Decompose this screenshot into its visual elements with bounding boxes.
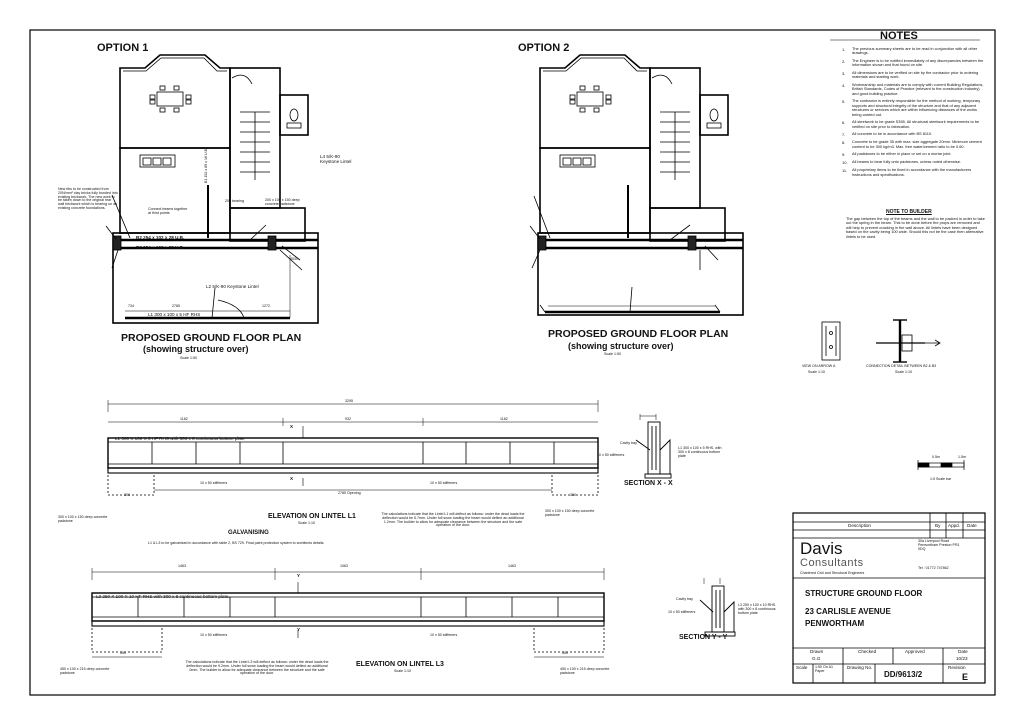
lintel-l3-label: L3 250 X 100 X 10 HF RHS with 300 x 8 continuous bottom plate.	[96, 594, 230, 599]
option2-plan-subtitle: (showing structure over)	[568, 341, 674, 351]
lintel-l3-calc-note: The calculations indicate that the Lintel L3 will deflect as follows: under the dead loads the deflection would be 9.2mm. Under full snow loading the beam would deflect an additional 0mm. The builder to allow for adequate clearance between the structure and the safe operation of the door.	[185, 660, 329, 676]
lintel-l1-calc-note: The calculations indicate that the Lintel L1 will deflect as follows: under the dead loads the deflection would be 5.7mm. Under full snow loading the beam would deflect an additional 1.2mm. The builder to allow for adequate clearance between the structure and the safe operation of the door.	[381, 512, 525, 528]
option1-connect-beams-note: Connect beams together at third points	[148, 207, 188, 215]
option1-dim-1272: 1272	[262, 304, 270, 308]
option1-l2-label: L2 5/K-90 Keystone Lintel	[206, 284, 259, 289]
option1-heading: OPTION 1	[97, 42, 149, 54]
option2-heading: OPTION 2	[518, 42, 570, 54]
notes-list	[842, 47, 987, 180]
note-text: Concrete to be grade 35 with max. size aggregate 20mm. Minimum cement content to be 300 kg/m3. Max. free water/cement ratio to be 0.60.	[852, 139, 982, 149]
lintel-l1-dim-opening: 2785 Opening	[338, 491, 361, 495]
option1-bearing-note: 200 bearing	[225, 199, 244, 203]
galvanising-heading: GALVANISING	[228, 530, 269, 536]
lintel-l3-section-mark-top: Y	[297, 573, 301, 578]
note-text: All beams to bear fully onto padstones, unless noted otherwise.	[852, 159, 962, 165]
option2-floor-plan	[530, 55, 743, 315]
section-y-title: SECTION Y - Y	[679, 634, 728, 641]
tb-col-appd: Appd.	[948, 523, 961, 528]
section-x-note: L1 300 x 100 x 5 RHS. with 300 x 8 continuous bottom plate	[678, 446, 722, 458]
lintel-l3-padstone-right: 450 x 100 x 215 deep concrete padstone	[560, 667, 610, 675]
option1-b3-label: B3 254 x 102 x 28 U.B.	[136, 245, 185, 250]
connection-detail-scale: Scale 1:10	[895, 370, 912, 374]
tb-col-by: By	[935, 523, 941, 528]
tb-date-label: Date	[958, 649, 968, 654]
tb-checked-label: Checked	[858, 649, 877, 654]
lintel-l1-section-mark-top: X	[290, 424, 294, 429]
tb-drawing-title: STRUCTURE GROUND FLOOR	[805, 589, 923, 598]
note-text: The Engineer is to be notified immediately of any discrepancies between the information shown and that found on site.	[852, 57, 984, 68]
option1-dim-2785: 2785	[172, 304, 180, 308]
lintel-l3-section-mark-bottom: Y	[297, 627, 301, 632]
scale-bar	[918, 460, 964, 470]
tb-address-line1: 23 CARLISLE AVENUE	[805, 607, 891, 616]
note-text: All steelwork to be grade S355. All structural steelwork requirements to be verified on site prior to fabrication.	[852, 119, 980, 129]
option1-floor-plan	[106, 55, 318, 323]
lintel-l3-stiffeners-left: 10 x 50 stiffeners	[200, 633, 228, 637]
galvanising-text: L1 & L3 to be galvanised in accordance with table 2, BS 729. Final paint protection system to architects details.	[148, 541, 325, 545]
lintel-l1-dim-left: 1182	[180, 417, 188, 421]
section-y-cavity-tray: Cavity tray	[676, 597, 693, 601]
note-text: The contractor is entirely responsible for the method of working, temporary supports and structural integrity of the structure and that of any adjacent structures or services which are within influencing distances of the works being carried out.	[852, 98, 981, 117]
connection-details	[822, 320, 940, 362]
note-text: Workmanship and materials are to comply with current Building Regulations, British Standards, Codes of Practice (relevant to the construction industry) and good building practice.	[852, 81, 984, 96]
option1-padstone-note: 200 x 100 x 150 deep concrete padstone	[265, 198, 300, 206]
lintel-l1-section-mark-bottom: X	[290, 476, 294, 481]
scale-bar-mark-0: 0.5m	[932, 455, 940, 459]
section-y-y	[700, 578, 735, 636]
lintel-l3-dim-bearing-right: 450	[562, 651, 568, 655]
note-item	[842, 99, 987, 117]
note-item	[842, 120, 987, 129]
note-number: 4.	[842, 82, 846, 88]
option1-dim-734: 734	[128, 304, 134, 308]
tb-col-date: Date	[967, 523, 977, 528]
note-number: 2.	[842, 58, 846, 64]
view-on-arrow-scale: Scale 1:10	[808, 370, 825, 374]
lintel-l1-dim-bearing-left: 300	[124, 493, 130, 497]
section-x-x	[636, 414, 671, 478]
option2-plan-title: PROPOSED GROUND FLOOR PLAN	[548, 328, 729, 340]
section-y-stiffeners: 10 x 50 stiffeners	[668, 610, 696, 614]
section-x-stiffeners: 10 x 50 stiffeners	[597, 453, 625, 457]
section-x-title: SECTION X - X	[624, 480, 673, 487]
tb-tel: Tel : 01772 747862	[918, 566, 949, 570]
tb-address: 30a Liverpool Road Penwortham Preston PR1 0DQ	[918, 539, 960, 551]
lintel-l3-padstone-left: 450 x 100 x 215 deep concrete padstone	[60, 667, 110, 675]
lintel-l3-dim-mid: 1063	[340, 564, 348, 568]
option1-plan-title: PROPOSED GROUND FLOOR PLAN	[121, 332, 302, 344]
note-number: 7.	[842, 132, 846, 138]
tb-col-description: Description	[848, 523, 871, 528]
note-text: All concrete to be in accordance with BS 8110.	[852, 131, 933, 137]
lintel-l1-dim-right: 1182	[500, 417, 508, 421]
option1-dim-4530: 4530	[290, 257, 298, 261]
option1-scale: Scale 1:50	[180, 356, 197, 360]
tb-drawing-no-label: Drawing No.	[847, 665, 873, 670]
lintel-l1-scale: Scale 1:10	[298, 521, 315, 525]
note-item	[842, 47, 987, 56]
note-item	[842, 71, 987, 80]
tb-scale-label: Scale	[796, 665, 808, 670]
lintel-l3-dim-bearing-left: 450	[120, 651, 126, 655]
tb-company-sub: Consultants	[800, 557, 864, 569]
connection-detail-label: CONNECTION DETAIL BETWEEN B2 & B3	[866, 364, 937, 368]
scale-bar-label: 1:5 Scale bar	[930, 477, 952, 481]
note-item	[842, 132, 987, 137]
note-item	[842, 59, 987, 68]
scale-bar-mark-1: 1.5m	[958, 455, 966, 459]
lintel-l1-padstone-right: 300 x 100 x 150 deep concrete padstone	[545, 509, 595, 517]
note-number: 10.	[842, 160, 848, 166]
tb-drawn-label: Drawn	[810, 649, 824, 654]
note-number: 5.	[842, 99, 846, 105]
option1-l4-label: L4 5/K-90 Keystone Lintel	[320, 154, 352, 164]
tb-address-line2: PENWORTHAM	[805, 619, 865, 628]
option1-plan-subtitle: (showing structure over)	[143, 344, 249, 354]
section-y-note: L3 250 x 100 x 10 RHS. with 300 x 8 continuous bottom plate	[738, 603, 777, 615]
lintel-l3-scale: Scale 1:10	[394, 669, 411, 673]
option1-new-ribs-note: New ribs to be constructed from 20N/mm² clay bricks fully bonded into existing brickwork. The new work to be taken down to the original rear wall brickwork which is bearing on an existing concrete foundations.	[58, 187, 118, 210]
lintel-l1-dim-bearing-right: 300	[570, 493, 576, 497]
builder-note-heading: NOTE TO BUILDER	[886, 209, 932, 215]
lintel-l1-elevation	[108, 400, 598, 495]
tb-company-name: Davis	[800, 539, 843, 558]
note-number: 1.	[842, 47, 846, 52]
note-number: 9.	[842, 152, 846, 158]
lintel-l1-padstone-left: 300 x 100 x 150 deep concrete padstone	[58, 515, 108, 523]
note-item	[842, 140, 987, 149]
notes-heading: NOTES	[880, 30, 918, 42]
tb-drawing-no: DD/9613/2	[884, 670, 923, 679]
lintel-l1-dim-overall: 3295	[345, 399, 353, 403]
note-number: 8.	[842, 140, 846, 146]
lintel-l3-stiffeners-right: 10 x 50 stiffeners	[430, 633, 458, 637]
lintel-l1-stiffeners-right: 10 x 50 stiffeners	[430, 481, 458, 485]
lintel-l1-title: ELEVATION ON LINTEL L1	[268, 513, 356, 520]
option1-b1-label: B1 152 x 89 x 16 U.B.	[204, 148, 208, 183]
note-text: The previous summary sheets are to be read in conjunction with all other drawings.	[852, 46, 978, 56]
note-number: 6.	[842, 120, 846, 126]
tb-drawn-value: G.G	[812, 656, 821, 661]
note-item	[842, 168, 987, 177]
lintel-l1-stiffeners-left: 10 x 50 stiffeners	[200, 481, 228, 485]
tb-date-value: 10/23	[956, 656, 968, 661]
tb-revision: E	[962, 672, 969, 682]
builder-note-text: The gap between the top of the beams and the wall to be packed in order to take out the spring in the beam. This to be done before the props are removed and will help to prevent cracking in the wall above. All lintels have been designed based on the cavity being 100 wide. Should this not be the case then alternative lintels to be used.	[846, 216, 985, 239]
note-number: 3.	[842, 70, 846, 76]
option1-b2-label: B2 254 x 102 x 28 U.B.	[136, 235, 185, 240]
lintel-l1-label: L1 300 X 100 X 5 HF RHS with 300 x 8 continuous bottom plate	[115, 436, 245, 441]
tb-approved-label: Approved	[905, 649, 925, 654]
tb-company-tag: Chartered Civil and Structural Engineers	[800, 571, 865, 575]
note-item	[842, 83, 987, 96]
note-item	[842, 152, 987, 157]
tb-scale-value: 1:50 On A1 Paper	[815, 665, 833, 673]
lintel-l3-elevation	[92, 568, 604, 657]
section-x-cavity-tray: Cavity tray	[620, 441, 637, 445]
note-text: All dimensions are to be verified on site by the contractor prior to ordering materials and starting work.	[852, 69, 979, 80]
note-text: All proprietary items to be fixed in accordance with the manufacturers instructions and specifications.	[852, 167, 972, 177]
note-item	[842, 160, 987, 165]
lintel-l3-dim-right: 1463	[508, 564, 516, 568]
lintel-l1-dim-mid: 932	[345, 417, 351, 421]
note-number: 11.	[842, 168, 848, 174]
note-text: All padstones to be either in place or set on a mortar joint.	[852, 151, 952, 157]
option2-scale: Scale 1:50	[604, 352, 621, 356]
view-on-arrow-label: VIEW ON ARROW A	[802, 364, 836, 368]
tb-revision-label: Revision	[948, 665, 966, 670]
lintel-l3-dim-left: 1463	[178, 564, 186, 568]
lintel-l3-title: ELEVATION ON LINTEL L3	[356, 661, 444, 668]
option1-l1-label: L1 300 x 100 x 5 HF RHS	[148, 312, 201, 317]
